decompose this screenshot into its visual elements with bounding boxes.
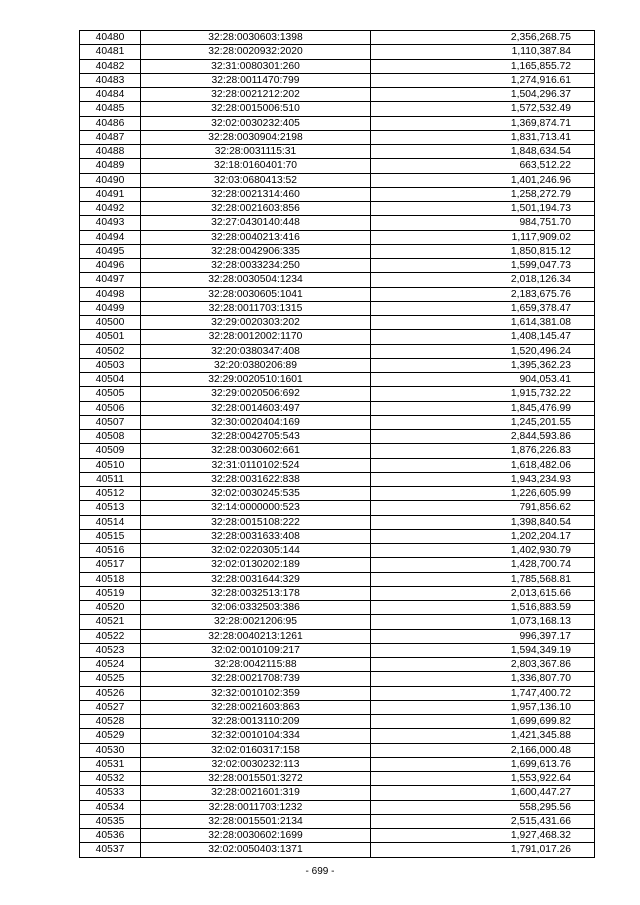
table-row bbox=[80, 672, 595, 686]
cadastral-number-cell: 32:18:0160401:70 bbox=[141, 159, 371, 173]
cadastral-number-cell: 32:28:0040213:416 bbox=[141, 230, 371, 244]
row-number-cell: 40482 bbox=[80, 59, 141, 73]
table-row bbox=[80, 458, 595, 472]
table-row bbox=[80, 358, 595, 372]
cadastral-number-cell: 32:28:0021206:95 bbox=[141, 615, 371, 629]
value-cell: 1,876,226.83 bbox=[371, 444, 595, 458]
table-row bbox=[80, 729, 595, 743]
cadastral-number-cell: 32:28:0032513:178 bbox=[141, 586, 371, 600]
cadastral-number-cell: 32:20:0380206:89 bbox=[141, 358, 371, 372]
value-cell: 1,520,496.24 bbox=[371, 344, 595, 358]
value-cell: 1,165,855.72 bbox=[371, 59, 595, 73]
row-number-cell: 40485 bbox=[80, 102, 141, 116]
row-number-cell: 40516 bbox=[80, 544, 141, 558]
row-number-cell: 40511 bbox=[80, 472, 141, 486]
table-row bbox=[80, 472, 595, 486]
row-number-cell: 40530 bbox=[80, 743, 141, 757]
table-row bbox=[80, 786, 595, 800]
cadastral-number-cell: 32:29:0020506:692 bbox=[141, 387, 371, 401]
table-row bbox=[80, 330, 595, 344]
cadastral-number-cell: 32:28:0020932:2020 bbox=[141, 45, 371, 59]
row-number-cell: 40486 bbox=[80, 116, 141, 130]
table-row bbox=[80, 558, 595, 572]
row-number-cell: 40537 bbox=[80, 843, 141, 857]
value-cell: 1,850,815.12 bbox=[371, 244, 595, 258]
table-row bbox=[80, 629, 595, 643]
cadastral-number-cell: 32:32:0010102:359 bbox=[141, 686, 371, 700]
row-number-cell: 40534 bbox=[80, 800, 141, 814]
table-row bbox=[80, 73, 595, 87]
cadastral-number-cell: 32:28:0011470:799 bbox=[141, 73, 371, 87]
row-number-cell: 40490 bbox=[80, 173, 141, 187]
row-number-cell: 40498 bbox=[80, 287, 141, 301]
table-row bbox=[80, 173, 595, 187]
row-number-cell: 40496 bbox=[80, 259, 141, 273]
row-number-cell: 40512 bbox=[80, 487, 141, 501]
value-cell: 1,553,922.64 bbox=[371, 772, 595, 786]
table-body bbox=[80, 31, 595, 858]
table-row bbox=[80, 216, 595, 230]
value-cell: 1,747,400.72 bbox=[371, 686, 595, 700]
value-cell: 996,397.17 bbox=[371, 629, 595, 643]
row-number-cell: 40522 bbox=[80, 629, 141, 643]
cadastral-number-cell: 32:28:0021708:739 bbox=[141, 672, 371, 686]
row-number-cell: 40505 bbox=[80, 387, 141, 401]
table-row bbox=[80, 757, 595, 771]
value-cell: 1,408,145.47 bbox=[371, 330, 595, 344]
row-number-cell: 40507 bbox=[80, 415, 141, 429]
cadastral-value-table bbox=[79, 30, 595, 858]
value-cell: 1,117,909.02 bbox=[371, 230, 595, 244]
value-cell: 1,599,047.73 bbox=[371, 259, 595, 273]
table-row bbox=[80, 387, 595, 401]
value-cell: 1,927,468.32 bbox=[371, 829, 595, 843]
row-number-cell: 40536 bbox=[80, 829, 141, 843]
table-row bbox=[80, 700, 595, 714]
row-number-cell: 40519 bbox=[80, 586, 141, 600]
cadastral-number-cell: 32:28:0030504:1234 bbox=[141, 273, 371, 287]
cadastral-number-cell: 32:02:0030232:113 bbox=[141, 757, 371, 771]
row-number-cell: 40500 bbox=[80, 316, 141, 330]
cadastral-number-cell: 32:02:0220305:144 bbox=[141, 544, 371, 558]
table-row bbox=[80, 116, 595, 130]
table-row bbox=[80, 401, 595, 415]
value-cell: 984,751.70 bbox=[371, 216, 595, 230]
value-cell: 1,572,532.49 bbox=[371, 102, 595, 116]
value-cell: 1,073,168.13 bbox=[371, 615, 595, 629]
row-number-cell: 40492 bbox=[80, 202, 141, 216]
row-number-cell: 40499 bbox=[80, 301, 141, 315]
table-row bbox=[80, 301, 595, 315]
row-number-cell: 40487 bbox=[80, 130, 141, 144]
cadastral-number-cell: 32:32:0010104:334 bbox=[141, 729, 371, 743]
table-row bbox=[80, 244, 595, 258]
table-row bbox=[80, 102, 595, 116]
table-row bbox=[80, 515, 595, 529]
cadastral-number-cell: 32:28:0021603:856 bbox=[141, 202, 371, 216]
value-cell: 1,421,345.88 bbox=[371, 729, 595, 743]
value-cell: 2,013,615.66 bbox=[371, 586, 595, 600]
value-cell: 1,401,246.96 bbox=[371, 173, 595, 187]
table-row bbox=[80, 800, 595, 814]
table-row bbox=[80, 444, 595, 458]
cadastral-number-cell: 32:02:0160317:158 bbox=[141, 743, 371, 757]
table-row bbox=[80, 415, 595, 429]
cadastral-number-cell: 32:31:0080301:260 bbox=[141, 59, 371, 73]
row-number-cell: 40535 bbox=[80, 814, 141, 828]
row-number-cell: 40531 bbox=[80, 757, 141, 771]
value-cell: 1,258,272.79 bbox=[371, 187, 595, 201]
row-number-cell: 40493 bbox=[80, 216, 141, 230]
cadastral-number-cell: 32:28:0030605:1041 bbox=[141, 287, 371, 301]
cadastral-number-cell: 32:02:0050403:1371 bbox=[141, 843, 371, 857]
cadastral-number-cell: 32:28:0030602:1699 bbox=[141, 829, 371, 843]
table-row bbox=[80, 572, 595, 586]
cadastral-number-cell: 32:06:0332503:386 bbox=[141, 601, 371, 615]
table-row bbox=[80, 430, 595, 444]
cadastral-number-cell: 32:02:0130202:189 bbox=[141, 558, 371, 572]
cadastral-number-cell: 32:28:0021314:460 bbox=[141, 187, 371, 201]
value-cell: 1,336,807.70 bbox=[371, 672, 595, 686]
cadastral-number-cell: 32:20:0380347:408 bbox=[141, 344, 371, 358]
value-cell: 2,515,431.66 bbox=[371, 814, 595, 828]
value-cell: 904,053.41 bbox=[371, 373, 595, 387]
table-row bbox=[80, 615, 595, 629]
cadastral-number-cell: 32:28:0013110:209 bbox=[141, 715, 371, 729]
value-cell: 1,915,732.22 bbox=[371, 387, 595, 401]
cadastral-number-cell: 32:28:0033234:250 bbox=[141, 259, 371, 273]
table-row bbox=[80, 159, 595, 173]
value-cell: 1,699,699.82 bbox=[371, 715, 595, 729]
value-cell: 1,110,387.84 bbox=[371, 45, 595, 59]
table-row bbox=[80, 130, 595, 144]
value-cell: 1,831,713.41 bbox=[371, 130, 595, 144]
cadastral-number-cell: 32:28:0021601:319 bbox=[141, 786, 371, 800]
row-number-cell: 40506 bbox=[80, 401, 141, 415]
cadastral-number-cell: 32:28:0040213:1261 bbox=[141, 629, 371, 643]
row-number-cell: 40529 bbox=[80, 729, 141, 743]
row-number-cell: 40514 bbox=[80, 515, 141, 529]
value-cell: 1,395,362.23 bbox=[371, 358, 595, 372]
cadastral-number-cell: 32:28:0015006:510 bbox=[141, 102, 371, 116]
cadastral-number-cell: 32:28:0031622:838 bbox=[141, 472, 371, 486]
value-cell: 1,226,605.99 bbox=[371, 487, 595, 501]
cadastral-number-cell: 32:28:0030904:2198 bbox=[141, 130, 371, 144]
row-number-cell: 40517 bbox=[80, 558, 141, 572]
cadastral-number-cell: 32:28:0015501:2134 bbox=[141, 814, 371, 828]
value-cell: 2,166,000.48 bbox=[371, 743, 595, 757]
row-number-cell: 40503 bbox=[80, 358, 141, 372]
table-row bbox=[80, 501, 595, 515]
table-row bbox=[80, 230, 595, 244]
cadastral-number-cell: 32:28:0014603:497 bbox=[141, 401, 371, 415]
cadastral-number-cell: 32:28:0021212:202 bbox=[141, 88, 371, 102]
value-cell: 1,402,930.79 bbox=[371, 544, 595, 558]
cadastral-number-cell: 32:28:0011703:1232 bbox=[141, 800, 371, 814]
value-cell: 1,398,840.54 bbox=[371, 515, 595, 529]
row-number-cell: 40521 bbox=[80, 615, 141, 629]
value-cell: 1,618,482.06 bbox=[371, 458, 595, 472]
cadastral-number-cell: 32:02:0030245:535 bbox=[141, 487, 371, 501]
table-row bbox=[80, 843, 595, 857]
value-cell: 1,600,447.27 bbox=[371, 786, 595, 800]
value-cell: 1,369,874.71 bbox=[371, 116, 595, 130]
row-number-cell: 40504 bbox=[80, 373, 141, 387]
row-number-cell: 40520 bbox=[80, 601, 141, 615]
row-number-cell: 40502 bbox=[80, 344, 141, 358]
table-row bbox=[80, 829, 595, 843]
table-row bbox=[80, 59, 595, 73]
table-row bbox=[80, 187, 595, 201]
table-row bbox=[80, 586, 595, 600]
row-number-cell: 40515 bbox=[80, 529, 141, 543]
cadastral-number-cell: 32:28:0031644:329 bbox=[141, 572, 371, 586]
row-number-cell: 40513 bbox=[80, 501, 141, 515]
cadastral-number-cell: 32:29:0020510:1601 bbox=[141, 373, 371, 387]
value-cell: 1,943,234.93 bbox=[371, 472, 595, 486]
cadastral-number-cell: 32:28:0012002:1170 bbox=[141, 330, 371, 344]
table-row bbox=[80, 814, 595, 828]
row-number-cell: 40497 bbox=[80, 273, 141, 287]
value-cell: 1,274,916.61 bbox=[371, 73, 595, 87]
cadastral-number-cell: 32:03:0680413:52 bbox=[141, 173, 371, 187]
value-cell: 1,202,204.17 bbox=[371, 529, 595, 543]
cadastral-number-cell: 32:28:0015108:222 bbox=[141, 515, 371, 529]
cadastral-number-cell: 32:30:0020404:169 bbox=[141, 415, 371, 429]
table-row bbox=[80, 273, 595, 287]
value-cell: 1,785,568.81 bbox=[371, 572, 595, 586]
row-number-cell: 40489 bbox=[80, 159, 141, 173]
row-number-cell: 40528 bbox=[80, 715, 141, 729]
row-number-cell: 40488 bbox=[80, 145, 141, 159]
row-number-cell: 40518 bbox=[80, 572, 141, 586]
cadastral-number-cell: 32:02:0010109:217 bbox=[141, 643, 371, 657]
value-cell: 1,848,634.54 bbox=[371, 145, 595, 159]
value-cell: 1,845,476.99 bbox=[371, 401, 595, 415]
row-number-cell: 40525 bbox=[80, 672, 141, 686]
table-row bbox=[80, 772, 595, 786]
value-cell: 1,501,194.73 bbox=[371, 202, 595, 216]
table-row bbox=[80, 145, 595, 159]
table-row bbox=[80, 316, 595, 330]
table-row bbox=[80, 287, 595, 301]
table-row bbox=[80, 31, 595, 45]
row-number-cell: 40524 bbox=[80, 658, 141, 672]
value-cell: 2,356,268.75 bbox=[371, 31, 595, 45]
table-row bbox=[80, 202, 595, 216]
cadastral-number-cell: 32:28:0042115:88 bbox=[141, 658, 371, 672]
page-number: - 699 - bbox=[305, 866, 335, 877]
value-cell: 1,659,378.47 bbox=[371, 301, 595, 315]
row-number-cell: 40508 bbox=[80, 430, 141, 444]
table-row bbox=[80, 601, 595, 615]
value-cell: 2,018,126.34 bbox=[371, 273, 595, 287]
table-row bbox=[80, 743, 595, 757]
table-row bbox=[80, 45, 595, 59]
row-number-cell: 40523 bbox=[80, 643, 141, 657]
table-row bbox=[80, 373, 595, 387]
row-number-cell: 40494 bbox=[80, 230, 141, 244]
cadastral-number-cell: 32:28:0011703:1315 bbox=[141, 301, 371, 315]
row-number-cell: 40509 bbox=[80, 444, 141, 458]
cadastral-number-cell: 32:31:0110102:524 bbox=[141, 458, 371, 472]
cadastral-number-cell: 32:27:0430140:448 bbox=[141, 216, 371, 230]
cadastral-number-cell: 32:28:0042906:335 bbox=[141, 244, 371, 258]
cadastral-number-cell: 32:14:0000000:523 bbox=[141, 501, 371, 515]
row-number-cell: 40501 bbox=[80, 330, 141, 344]
cadastral-number-cell: 32:28:0031633:408 bbox=[141, 529, 371, 543]
row-number-cell: 40526 bbox=[80, 686, 141, 700]
table-row bbox=[80, 544, 595, 558]
table-row bbox=[80, 259, 595, 273]
row-number-cell: 40481 bbox=[80, 45, 141, 59]
cadastral-number-cell: 32:28:0030602:661 bbox=[141, 444, 371, 458]
value-cell: 1,957,136.10 bbox=[371, 700, 595, 714]
cadastral-number-cell: 32:28:0031115:31 bbox=[141, 145, 371, 159]
value-cell: 558,295.56 bbox=[371, 800, 595, 814]
value-cell: 1,594,349.19 bbox=[371, 643, 595, 657]
value-cell: 2,183,675.76 bbox=[371, 287, 595, 301]
table-row bbox=[80, 643, 595, 657]
value-cell: 1,245,201.55 bbox=[371, 415, 595, 429]
row-number-cell: 40480 bbox=[80, 31, 141, 45]
value-cell: 1,428,700.74 bbox=[371, 558, 595, 572]
row-number-cell: 40533 bbox=[80, 786, 141, 800]
table-row bbox=[80, 686, 595, 700]
value-cell: 2,844,593.86 bbox=[371, 430, 595, 444]
value-cell: 1,699,613.76 bbox=[371, 757, 595, 771]
row-number-cell: 40510 bbox=[80, 458, 141, 472]
cadastral-number-cell: 32:29:0020303:202 bbox=[141, 316, 371, 330]
value-cell: 1,504,296.37 bbox=[371, 88, 595, 102]
table-row bbox=[80, 344, 595, 358]
cadastral-number-cell: 32:28:0042705:543 bbox=[141, 430, 371, 444]
cadastral-number-cell: 32:28:0030603:1398 bbox=[141, 31, 371, 45]
value-cell: 791,856.62 bbox=[371, 501, 595, 515]
value-cell: 1,614,381.08 bbox=[371, 316, 595, 330]
cadastral-number-cell: 32:02:0030232:405 bbox=[141, 116, 371, 130]
row-number-cell: 40491 bbox=[80, 187, 141, 201]
table-row bbox=[80, 715, 595, 729]
table-row bbox=[80, 529, 595, 543]
row-number-cell: 40484 bbox=[80, 88, 141, 102]
value-cell: 2,803,367.86 bbox=[371, 658, 595, 672]
table-row bbox=[80, 88, 595, 102]
row-number-cell: 40527 bbox=[80, 700, 141, 714]
row-number-cell: 40483 bbox=[80, 73, 141, 87]
cadastral-number-cell: 32:28:0021603:863 bbox=[141, 700, 371, 714]
value-cell: 663,512.22 bbox=[371, 159, 595, 173]
table-row bbox=[80, 658, 595, 672]
value-cell: 1,516,883.59 bbox=[371, 601, 595, 615]
cadastral-number-cell: 32:28:0015501:3272 bbox=[141, 772, 371, 786]
row-number-cell: 40495 bbox=[80, 244, 141, 258]
table-row bbox=[80, 487, 595, 501]
row-number-cell: 40532 bbox=[80, 772, 141, 786]
value-cell: 1,791,017.26 bbox=[371, 843, 595, 857]
